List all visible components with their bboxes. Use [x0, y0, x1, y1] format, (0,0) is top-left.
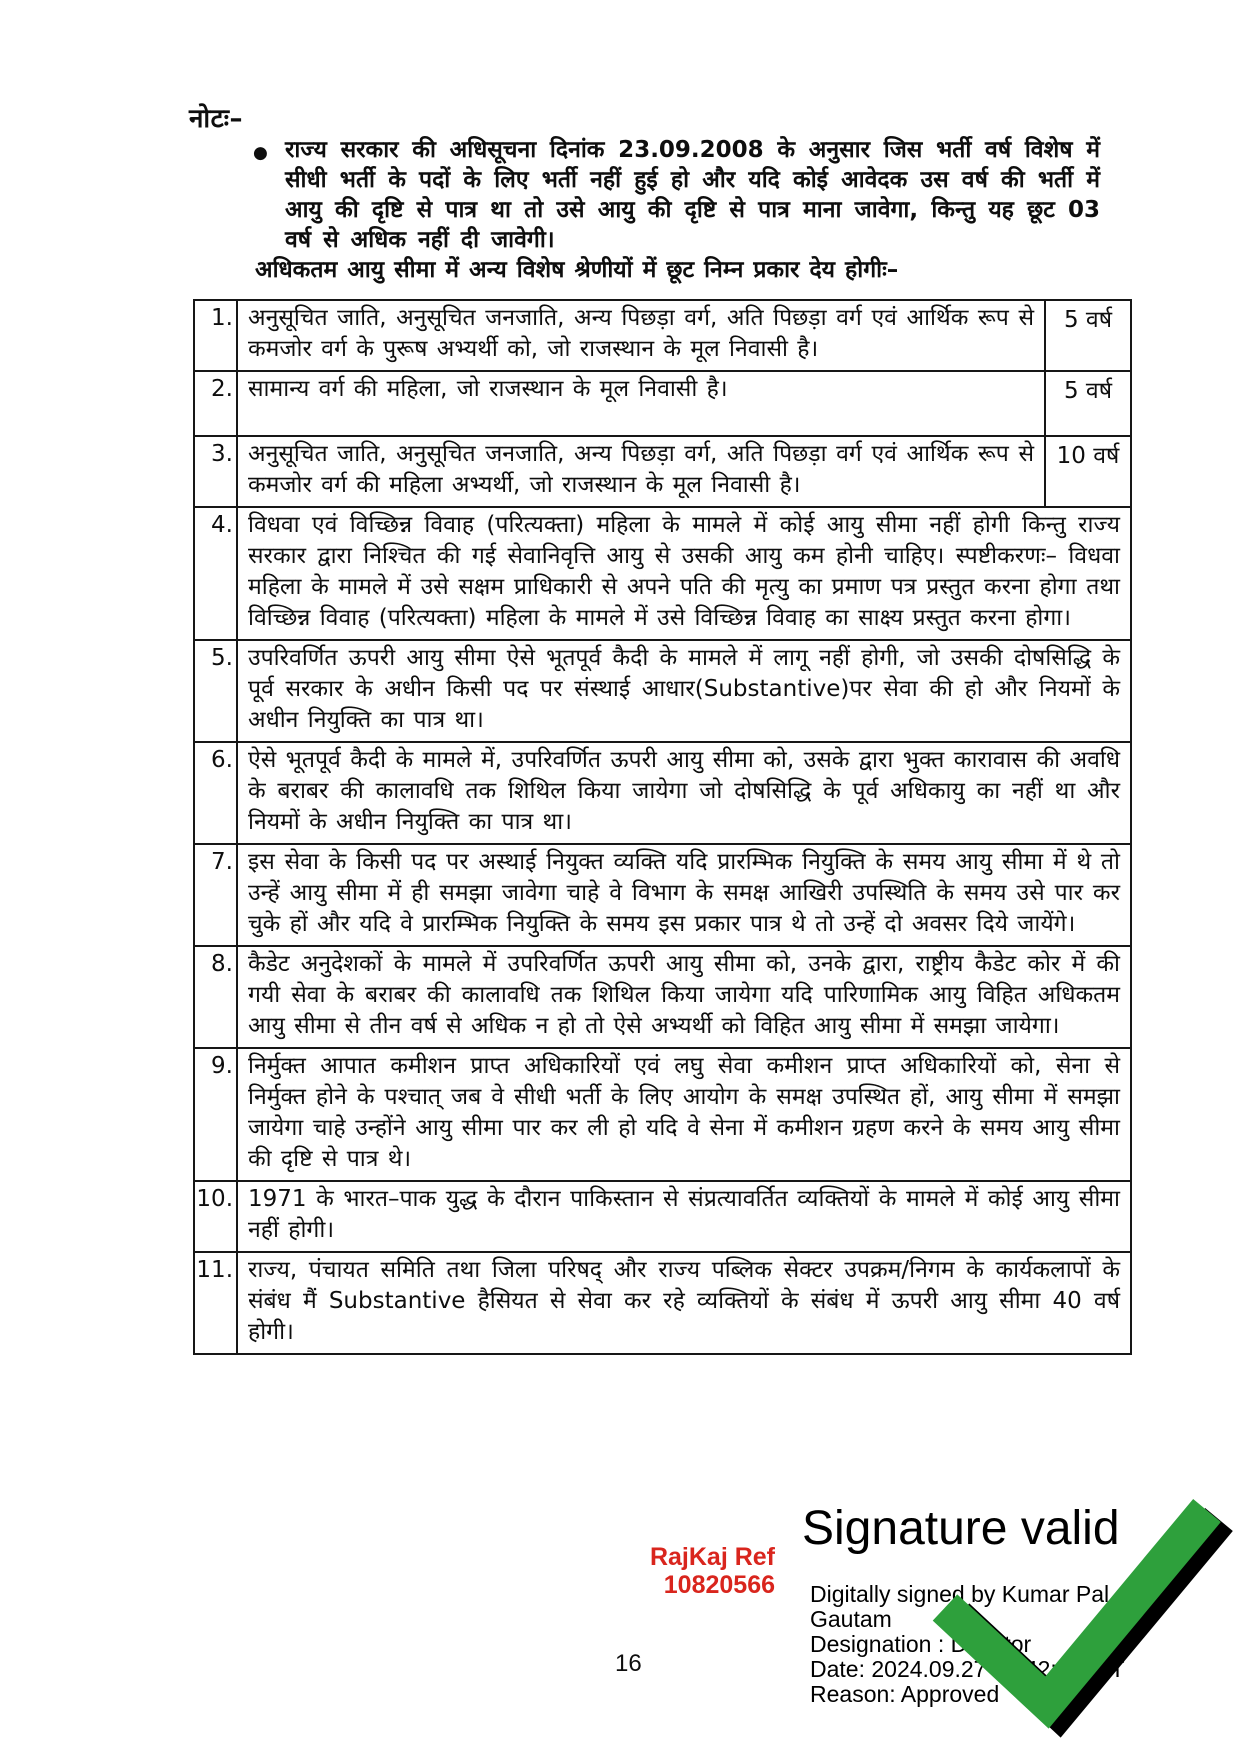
age-relaxation-table — [193, 299, 1132, 1355]
table-row — [194, 507, 1131, 640]
page-number: 16 — [615, 1650, 642, 1677]
table-row — [194, 1252, 1131, 1354]
rajkaj-ref-label: RajKaj Ref — [649, 1543, 775, 1571]
row-number: 5. — [194, 640, 237, 742]
table-row — [194, 1181, 1131, 1252]
table-row — [194, 436, 1131, 507]
row-value: 5 वर्ष — [1045, 371, 1131, 436]
row-text: इस सेवा के किसी पद पर अस्थाई नियुक्त व्यक्ति यदि प्रारम्भिक नियुक्ति के समय आयु सीमा में थे तो उन्हें आयु सीमा में ही समझा जावेगा चाहे वे विभाग के समक्ष आखिरी उपस्थिति के समय उसे पार कर चुके हों और यदि वे प्रारम्भिक नियुक्ति के समय इस प्रकार पात्र थे तो उन्हें दो अवसर दिये जायेंगे। — [237, 844, 1131, 946]
row-text: ऐसे भूतपूर्व कैदी के मामले में, उपरिवर्णित ऊपरी आयु सीमा को, उसके द्वारा भुक्त कारावास की अवधि के बराबर की कालावधि तक शिथिल किया जायेगा जो दोषसिद्धि के पूर्व अधिकायु का नहीं था और नियमों के अधीन नियुक्ति का पात्र था। — [237, 742, 1131, 844]
row-text: उपरिवर्णित ऊपरी आयु सीमा ऐसे भूतपूर्व कैदी के मामले में लागू नहीं होगी, जो उसकी दोषसिद्धि के पूर्व सरकार के अधीन किसी पद पर संस्थाई आधार(Substantive)पर सेवा की हो और नियमों के अधीन नियुक्ति का पात्र था। — [237, 640, 1131, 742]
row-text: कैडेट अनुदेशकों के मामले में उपरिवर्णित ऊपरी आयु सीमा को, उनके द्वारा, राष्ट्रीय कैडेट कोर में की गयी सेवा के बराबर की कालावधि तक शिथिल किया जायेगा यदि पारिणामिक आयु विहित अधिकतम आयु सीमा से तीन वर्ष से अधिक न हो तो ऐसे अभ्यर्थी को विहित आयु सीमा में समझा जायेगा। — [237, 946, 1131, 1048]
designation-line: Designation : Director — [810, 1631, 1032, 1657]
signature-valid-text: Signature valid — [802, 1502, 1120, 1555]
note-heading: नोटः– — [189, 104, 244, 134]
row-number: 7. — [194, 844, 237, 946]
date-line: Date: 2024.09.27 21:42:00 IST — [810, 1656, 1125, 1682]
row-text: विधवा एवं विच्छिन्न विवाह (परित्यक्ता) महिला के मामले में कोई आयु सीमा नहीं होगी किन्तु राज्य सरकार द्वारा निश्चित की गई सेवानिवृत्ति आयु से उसकी आयु कम होनी चाहिए। स्पष्टीकरणः– विधवा महिला के मामले में उसे सक्षम प्राधिकारी से अपने पति की मृत्यु का प्रमाण पत्र प्रस्तुत करना होगा तथा विच्छिन्न विवाह (परित्यक्ता) महिला के मामले में उसे विच्छिन्न विवाह का साक्ष्य प्रस्तुत करना होगा। — [237, 507, 1131, 640]
row-number: 2. — [194, 371, 237, 436]
relaxation-subheading: अधिकतम आयु सीमा में अन्य विशेष श्रेणीयों में छूट निम्न प्रकार देय होगीः– — [255, 257, 899, 283]
row-value: 5 वर्ष — [1045, 300, 1131, 371]
row-number: 9. — [194, 1048, 237, 1181]
table-row — [194, 946, 1131, 1048]
table-row — [194, 1048, 1131, 1181]
row-text: निर्मुक्त आपात कमीशन प्राप्त अधिकारियों एवं लघु सेवा कमीशन प्राप्त अधिकारियों को, सेना से निर्मुक्त होने के पश्चात् जब वे सीधी भर्ती के लिए आयोग के समक्ष उपस्थित हों, आयु सीमा में समझा जायेगा चाहे उन्होंने आयु सीमा पार कर ली हो यदि वे सेना में कमीशन ग्रहण करने के समय आयु सीमा की दृष्टि से पात्र थे। — [237, 1048, 1131, 1181]
table-row — [194, 640, 1131, 742]
table-row — [194, 300, 1131, 371]
row-number: 6. — [194, 742, 237, 844]
row-number: 10. — [194, 1181, 237, 1252]
table-row — [194, 742, 1131, 844]
table-row — [194, 371, 1131, 436]
signed-by-line-2: Gautam — [810, 1606, 892, 1632]
row-number: 8. — [194, 946, 237, 1048]
row-value: 10 वर्ष — [1045, 436, 1131, 507]
bullet-icon: ● — [253, 143, 268, 163]
row-text: राज्य, पंचायत समिति तथा जिला परिषद् और राज्य पब्लिक सेक्टर उपक्रम/निगम के कार्यकलापों के संबंध मैं Substantive हैसियत से सेवा कर रहे व्यक्तियों के संबंध में ऊपरी आयु सीमा 40 वर्ष होगी। — [237, 1252, 1131, 1354]
row-text: सामान्य वर्ग की महिला, जो राजस्थान के मूल निवासी है। — [237, 371, 1045, 436]
age-relaxation-table-body — [194, 300, 1131, 1354]
row-text: अनुसूचित जाति, अनुसूचित जनजाति, अन्य पिछड़ा वर्ग, अति पिछड़ा वर्ग एवं आर्थिक रूप से कमजोर वर्ग के पुरूष अभ्यर्थी को, जो राजस्थान के मूल निवासी है। — [237, 300, 1045, 371]
rajkaj-ref-number: 10820566 — [663, 1571, 775, 1599]
reason-line: Reason: Approved — [810, 1681, 1000, 1707]
rajkaj-ref-block — [565, 1543, 775, 1599]
row-text: अनुसूचित जाति, अनुसूचित जनजाति, अन्य पिछड़ा वर्ग, अति पिछड़ा वर्ग एवं आर्थिक रूप से कमजोर वर्ग की महिला अभ्यर्थी, जो राजस्थान के मूल निवासी है। — [237, 436, 1045, 507]
note-bullet-paragraph: राज्य सरकार की अधिसूचना दिनांक 23.09.2008 के अनुसार जिस भर्ती वर्ष विशेष में सीधी भर्ती के पदों के लिए भर्ती नहीं हुई हो और यदि कोई आवेदक उस वर्ष की भर्ती में आयु की दृष्टि से पात्र था तो उसे आयु की दृष्टि से पात्र माना जावेगा, किन्तु यह छूट 03 वर्ष से अधिक नहीं दी जावेगी। — [285, 137, 1100, 253]
row-number: 1. — [194, 300, 237, 371]
row-number: 3. — [194, 436, 237, 507]
row-text: 1971 के भारत–पाक युद्ध के दौरान पाकिस्तान से संप्रत्यावर्तित व्यक्तियों के मामले में कोई आयु सीमा नहीं होगी। — [237, 1181, 1131, 1252]
table-row — [194, 844, 1131, 946]
row-number: 4. — [194, 507, 237, 640]
row-number: 11. — [194, 1252, 237, 1354]
signed-by-line-1: Digitally signed by Kumar Pal — [810, 1581, 1110, 1607]
